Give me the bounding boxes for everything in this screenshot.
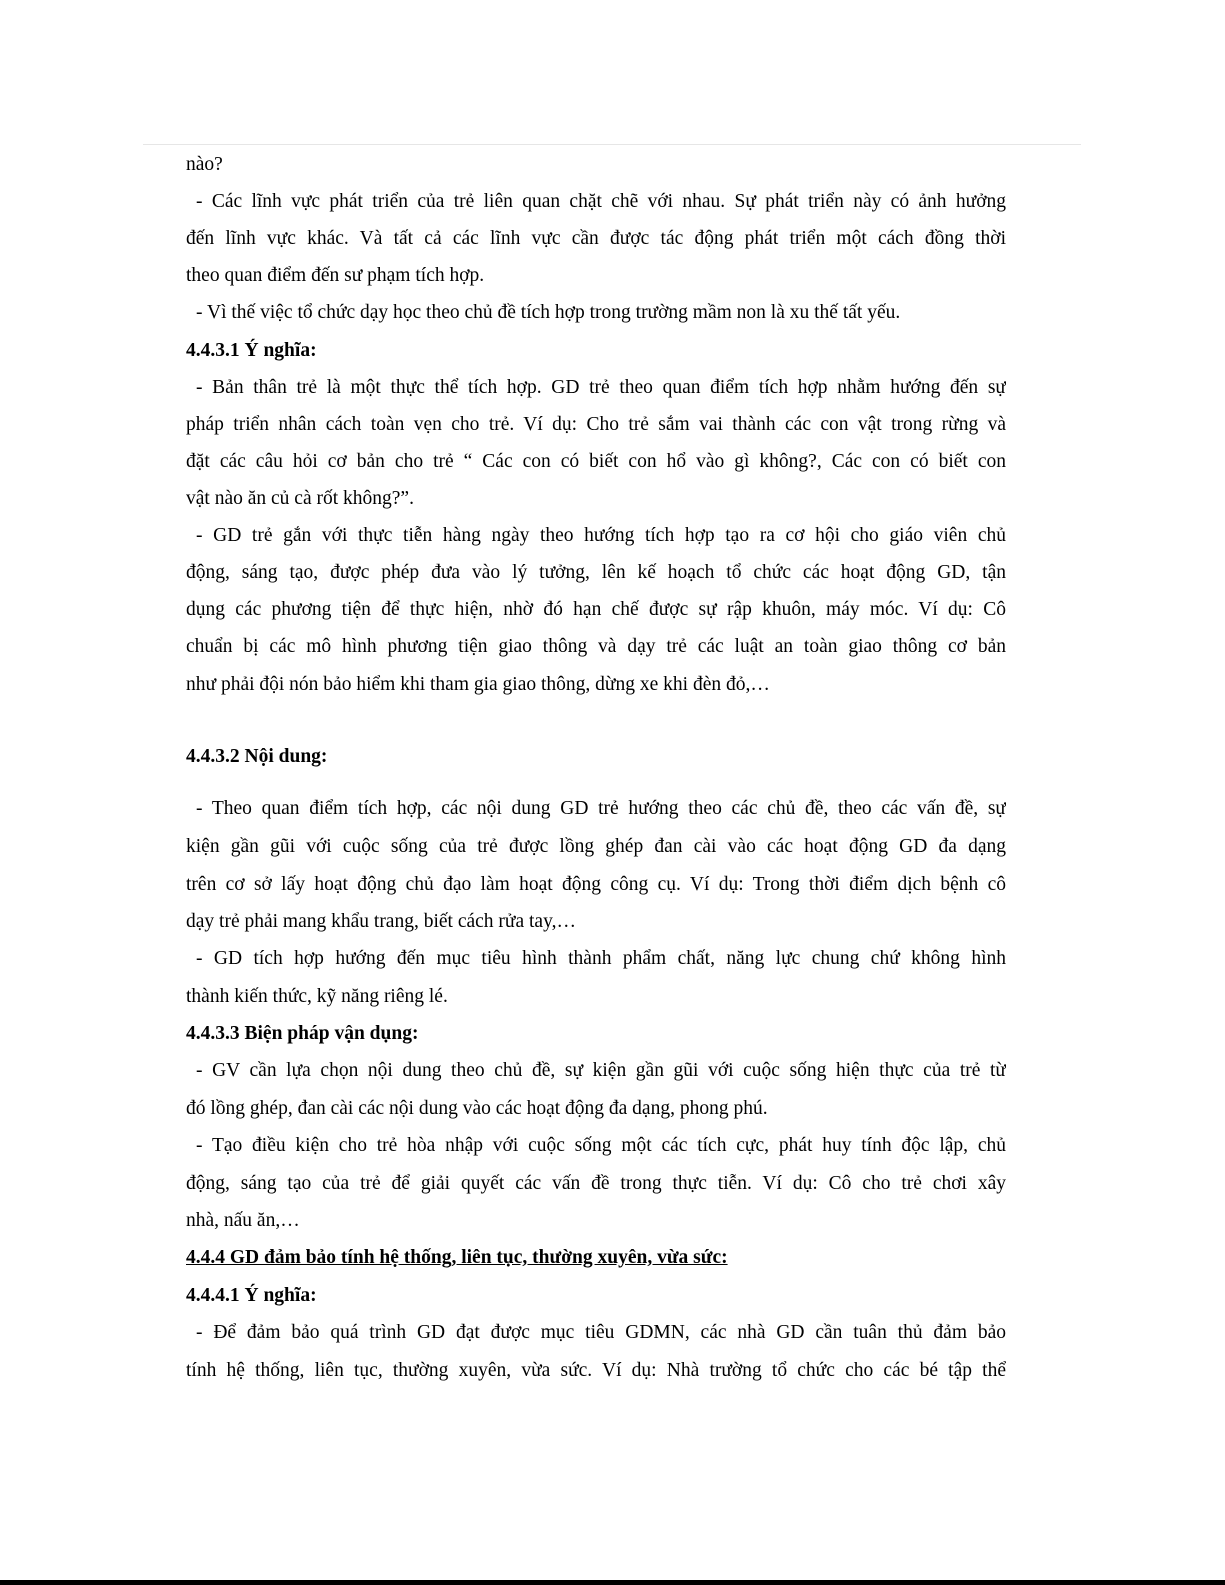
paragraph-line: trên cơ sở lấy hoạt động chủ đạo làm hoạt động công cụ. Ví dụ: Trong thời điểm dịch bệnh cô [186, 874, 1006, 895]
paragraph-line: tính hệ thống, liên tục, thường xuyên, vừa sức. Ví dụ: Nhà trường tổ chức cho các bé tập thể [186, 1360, 1006, 1381]
paragraph-line: - Bản thân trẻ là một thực thể tích hợp. GD trẻ theo quan điểm tích hợp nhằm hướng đến sự [196, 377, 1006, 398]
paragraph-line: theo quan điểm đến sư phạm tích hợp. [186, 265, 485, 286]
paragraph-line: - GD tích hợp hướng đến mục tiêu hình thành phẩm chất, năng lực chung chứ không hình [196, 948, 1006, 969]
paragraph-line: động, sáng tạo, được phép đưa vào lý tưởng, lên kế hoạch tổ chức các hoạt động GD, tận [186, 562, 1006, 583]
paragraph-line: - GD trẻ gắn với thực tiễn hàng ngày theo hướng tích hợp tạo ra cơ hội cho giáo viên chủ [196, 525, 1006, 546]
paragraph-line: đặt các câu hỏi cơ bản cho trẻ “ Các con có biết con hổ vào gì không?, Các con có biết con [186, 451, 1006, 472]
paragraph-line: dụng các phương tiện để thực hiện, nhờ đó hạn chế được sự rập khuôn, máy móc. Ví dụ: Cô [186, 599, 1006, 620]
paragraph-line: dạy trẻ phải mang khẩu trang, biết cách rửa tay,… [186, 911, 576, 932]
section-heading: 4.4.3.3 Biện pháp vận dụng: [186, 1023, 419, 1044]
paragraph-line: đó lồng ghép, đan cài các nội dung vào các hoạt động đa dạng, phong phú. [186, 1098, 768, 1119]
paragraph-line: - Theo quan điểm tích hợp, các nội dung GD trẻ hướng theo các chủ đề, theo các vấn đề, sự [196, 798, 1006, 819]
page-header-rule [143, 144, 1081, 145]
paragraph-line: pháp triển nhân cách toàn vẹn cho trẻ. Ví dụ: Cho trẻ sắm vai thành các con vật trong rừng và [186, 414, 1006, 435]
paragraph-line: - Tạo điều kiện cho trẻ hòa nhập với cuộc sống một các tích cực, phát huy tính độc lập, chủ [196, 1135, 1006, 1156]
paragraph-line: như phải đội nón bảo hiểm khi tham gia giao thông, dừng xe khi đèn đỏ,… [186, 674, 770, 695]
page-bottom-bar [0, 1580, 1225, 1585]
paragraph-line: nào? [186, 154, 223, 175]
section-heading: 4.4.3.1 Ý nghĩa: [186, 340, 317, 361]
paragraph-line: - Vì thế việc tổ chức dạy học theo chủ đề tích hợp trong trường mầm non là xu thế tất yếu. [196, 302, 901, 323]
paragraph-line: - Để đảm bảo quá trình GD đạt được mục tiêu GDMN, các nhà GD cần tuân thủ đảm bảo [196, 1322, 1006, 1343]
paragraph-line: vật nào ăn củ cà rốt không?”. [186, 488, 414, 509]
section-heading-underlined: 4.4.4 GD đảm bảo tính hệ thống, liên tục, thường xuyên, vừa sức: [186, 1247, 728, 1268]
paragraph-line: - GV cần lựa chọn nội dung theo chủ đề, sự kiện gần gũi với cuộc sống hiện thực của trẻ từ [196, 1060, 1006, 1081]
paragraph-line: - Các lĩnh vực phát triển của trẻ liên quan chặt chẽ với nhau. Sự phát triển này có ảnh hưởng [196, 191, 1006, 212]
paragraph-line: động, sáng tạo của trẻ để giải quyết các vấn đề trong thực tiễn. Ví dụ: Cô cho trẻ chơi xây [186, 1173, 1006, 1194]
paragraph-line: nhà, nấu ăn,… [186, 1210, 300, 1231]
section-heading: 4.4.3.2 Nội dung: [186, 746, 328, 767]
paragraph-line: thành kiến thức, kỹ năng riêng lé. [186, 986, 448, 1007]
paragraph-line: kiện gần gũi với cuộc sống của trẻ được lồng ghép đan cài vào các hoạt động GD đa dạng [186, 836, 1006, 857]
paragraph-line: đến lĩnh vực khác. Và tất cả các lĩnh vực cần được tác động phát triển một cách đồng thời [186, 228, 1006, 249]
paragraph-line: chuẩn bị các mô hình phương tiện giao thông và dạy trẻ các luật an toàn giao thông cơ bản [186, 636, 1006, 657]
section-heading: 4.4.4.1 Ý nghĩa: [186, 1285, 317, 1306]
